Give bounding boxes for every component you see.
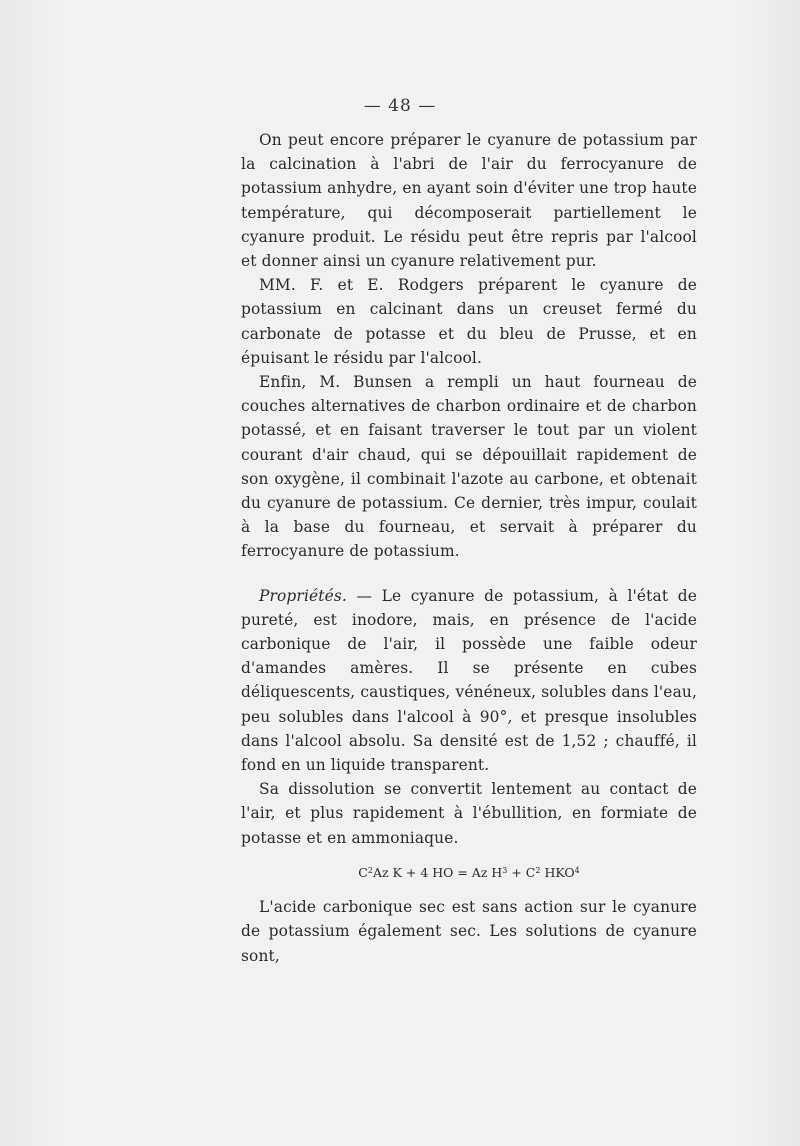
page-body xyxy=(241,128,697,968)
paragraph-bunsen: Enfin, M. Bunsen a rempli un haut fourneau de couches alternatives de charbon ordinaire et de charbon potassé, et en faisant traverser le tout par un violent courant d'air chaud, qui se dépouillait rapidement de son oxygène, il combinait l'azote au carbone, et obtenait du cyanure de potassium. Ce dernier, très impur, coulait à la base du fourneau, et servait à préparer du ferrocyanure de potassium. xyxy=(241,373,697,561)
paragraph-rodgers: MM. F. et E. Rodgers préparent le cyanure de potassium en calcinant dans un creuset fermé du carbonate de potasse et du bleu de Prusse, et en épuisant le résidu par l'alcool. xyxy=(241,276,697,367)
page-number: — 48 — xyxy=(363,96,437,116)
chemical-formula: $C^2Az$ K + 4 HO = Az $H^3 + C^2$ HKO$^4$ xyxy=(358,864,580,880)
paragraph-calcination: On peut encore préparer le cyanure de potassium par la calcination à l'abri de l'air du ferrocyanure de potassium anhydre, en ayant soin d'éviter une trop haute température, qui décomposerait partiellement le cyanure produit. Le résidu peut être repris par l'alcool et donner ainsi un cyanure relativement pur. xyxy=(241,131,697,271)
properties-heading: Propriétés. xyxy=(259,586,347,605)
paragraph-properties xyxy=(241,584,697,778)
paragraph-carbonic-acid: L'acide carbonique sec est sans action sur le cyanure de potassium également sec. Les solutions de cyanure sont, xyxy=(241,898,697,965)
paragraph-dissolution: Sa dissolution se convertit lentement au contact de l'air, et plus rapidement à l'ébullition, en formiate de potasse et en ammoniaque. xyxy=(241,780,697,847)
properties-text: — Le cyanure de potassium, à l'état de pureté, est inodore, mais, en présence de l'acide carbonique de l'air, il possède une faible odeur d'amandes amères. Il se présente en cubes déliquescents, caustiques, vénéneux, solubles dans l'eau, peu solubles dans l'alcool à 90°, et presque insolubles dans l'alcool absolu. Sa densité est de 1,52 ; chauffé, il fond en un liquide transparent. xyxy=(241,586,697,775)
